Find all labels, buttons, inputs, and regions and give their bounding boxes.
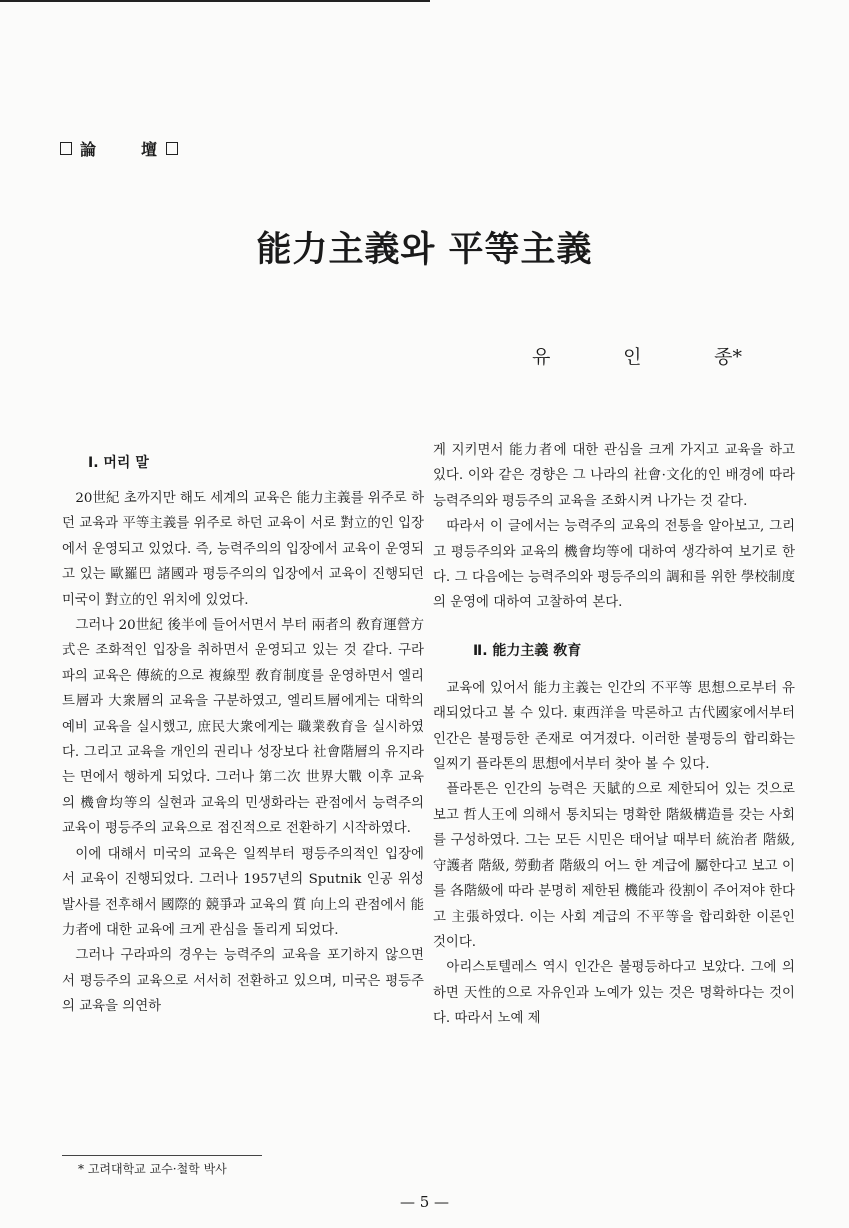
footnote: * 고려대학교 교수·철학 박사 — [78, 1162, 227, 1176]
page-number: — 5 — — [399, 1193, 450, 1211]
footnote-rule — [62, 1155, 262, 1156]
open-box-icon — [60, 142, 72, 155]
section-heading-1: I. 머리 말 — [88, 455, 149, 471]
paragraph: 그러나 20世紀 後半에 들어서면서 부터 兩者의 敎育運營方式은 조화적인 입장을 취하면서 운영되고 있는 것 같다. 구라파의 교육은 傳統的으로 複線型 敎育制度를 운영하면서 엘리트層과 大衆層의 교육을 구분하였고, 엘리트層에게는 대학의 예비 교육을 실시했고, 庶民大衆에게는 職業敎育을 실시하였다. 그리고 교육을 개인의 권리나 성장보다 社會階層의 유지라는 면에서 행하게 되었다. 그러나 第二次 世界大戰 이후 교육의 機會均等의 실현과 교육의 민생화라는 관점에서 능력주의 교육이 평등주의 교육으로 점진적으로 전환하기 시작하였다. — [62, 618, 424, 837]
column-label — [60, 137, 178, 160]
right-column — [433, 438, 795, 1032]
column-label-part1: 論 — [80, 140, 98, 159]
paragraph: 플라톤은 인간의 능력은 天賦的으로 제한되어 있는 것으로 보고 哲人王에 의해서 통치되는 명확한 階級構造를 갖는 사회를 구성하였다. 그는 모든 시민은 태어날 때부터 統治者 階級, 守護者 階級, 勞動者 階級의 어느 한 계급에 屬한다고 보고 이를 各階級에 따라 분명히 제한된 機能과 役割이 주어져야 한다고 主張하였다. 이는 사회 계급의 不平等을 합리화한 이론인 것이다. — [433, 782, 795, 950]
paragraph: 따라서 이 글에서는 능력주의 교육의 전통을 알아보고, 그리고 평등주의와 교육의 機會均等에 대하여 생각하여 보기로 한다. 그 다음에는 능력주의와 평등주의의 調和를 위한 學校制度의 운영에 대하여 고찰하여 본다. — [433, 519, 795, 611]
paragraph-continuation: 게 지키면서 能力者에 대한 관심을 크게 가지고 교육을 하고 있다. 이와 같은 경향은 그 나라의 社會·文化的인 배경에 따라 능력주의와 평등주의 교육을 조화시켜 나가는 것 같다. — [433, 443, 795, 509]
paragraph: 아리스토텔레스 역시 인간은 불평등하다고 보았다. 그에 의하면 天性的으로 자유인과 노예가 있는 것은 명확하다는 것이다. 따라서 노예 제 — [433, 960, 795, 1027]
close-box-icon — [166, 142, 178, 155]
paragraph: 그러나 구라파의 경우는 능력주의 교육을 포기하지 않으면서 평등주의 교육으로 서서히 전환하고 있으며, 미국은 평등주의 교육을 의연하 — [62, 948, 424, 1015]
author-char-2: 인 — [623, 346, 642, 368]
author-name — [532, 342, 742, 369]
author-char-1: 유 — [532, 346, 551, 368]
paragraph: 20世紀 초까지만 해도 세계의 교육은 能力主義를 위주로 하던 교육과 平等主義를 위주로 하던 교육이 서로 對立的인 입장에서 운영되고 있었다. 즉, 능력주의의 입장에서 교육이 운영되고 있는 歐羅巴 諸國과 평등주의의 입장에서 교육이 진행되던 미국이 對立的인 위치에 있었다. — [62, 491, 424, 608]
column-label-part2: 壇 — [141, 140, 159, 159]
top-rule — [0, 0, 430, 2]
article-title: 能力主義와 平等主義 — [256, 229, 593, 270]
paragraph: 교육에 있어서 能力主義는 인간의 不平等 思想으로부터 유래되었다고 볼 수 있다. 東西洋을 막론하고 古代國家에서부터 인간은 불평등한 존재로 여겨졌다. 이러한 불평등의 합리화는 일찌기 플라톤의 思想에서부터 찾아 볼 수 있다. — [433, 680, 795, 773]
paragraph: 이에 대해서 미국의 교육은 일찍부터 평등주의적인 입장에서 교육이 진행되었다. 그러나 1957년의 Sputnik 인공 위성 발사를 전후해서 國際的 競爭과 교육의 質 向上의 관점에서 能力者에 대한 교육에 크게 관심을 돌리게 되었다. — [62, 846, 424, 938]
left-column — [62, 438, 424, 1020]
section-heading-2: Ⅱ. 能力主義 敎育 — [473, 642, 582, 659]
author-char-3: 종* — [714, 346, 742, 368]
